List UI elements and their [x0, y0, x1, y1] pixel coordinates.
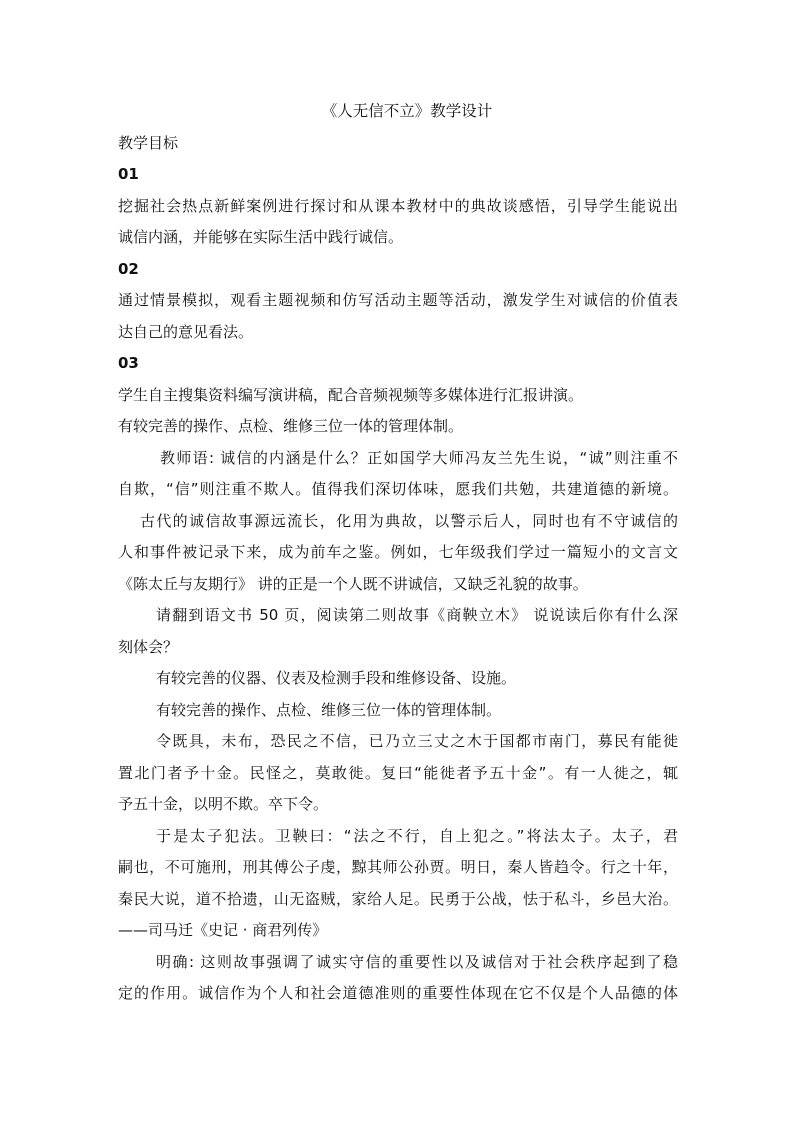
quote-line: 于是太子犯法。卫鞅曰：“法之不行，自上犯之。”将法太子。太子，君: [156, 826, 678, 845]
objective-text-line: 学生自主搜集资料编写演讲稿，配合音频视频等多媒体进行汇报讲演。: [118, 385, 584, 404]
paragraph-line: 刻体会？: [118, 637, 179, 656]
paragraph-line: 有较完善的操作、点检、维修三位一体的管理体制。: [156, 700, 502, 719]
paragraph-line: 有较完善的仪器、仪表及检测手段和维修设备、设施。: [156, 669, 517, 687]
objective-text-line: 通过情景模拟，观看主题视频和仿写活动主题等活动，激发学生对诚信的价值表: [118, 291, 678, 309]
objective-text-line: 有较完善的操作、点检、维修三位一体的管理体制。: [118, 417, 464, 435]
quote-line: 嗣也，不可施刑，刑其傅公子虔，黥其师公孙贾。明日，秦人皆趋令。行之十年，: [118, 858, 678, 876]
paragraph-line: 古代的诚信故事源远流长，化用为典故，以警示后人，同时也有不守诚信的: [140, 511, 678, 530]
paragraph-line: 人和事件被记录下来，成为前车之鉴。例如，七年级我们学过一篇短小的文言文: [118, 543, 678, 561]
objective-number: 02: [118, 259, 139, 278]
paragraph-line: 教师语: 诚信的内涵是什么？正如国学大师冯友兰先生说，“诚”则注重不: [160, 448, 678, 467]
document-title: 《人无信不立》教学设计: [321, 102, 493, 120]
quote-line: 置北门者予十金。民怪之，莫敢徙。复曰“能徙者予五十金”。有一人徙之，辄: [118, 763, 678, 782]
quote-line: 予五十金，以明不欺。卒下令。: [118, 795, 329, 813]
objective-text-line: 诚信内涵，并能够在实际生活中践行诚信。: [118, 228, 404, 246]
quote-line: 秦民大说，道不拾遗，山无盗贼，家给人足。民勇于公战，怯于私斗，乡邑大治。: [118, 889, 678, 908]
quote-source: ——司马迁《史记 · 商君列传》: [118, 921, 328, 939]
paragraph-line: 自欺，“信”则注重不欺人。值得我们深切体味，愿我们共勉，共建道德的新境。: [118, 480, 678, 498]
quote-line: 令既具，未布，恐民之不信，已乃立三丈之木于国都市南门，募民有能徙: [156, 732, 678, 750]
paragraph-line: 请翻到语文书 50 页，阅读第二则故事《商鞅立木》 说说读后你有什么深: [156, 606, 678, 624]
section-heading: 教学目标: [118, 133, 179, 152]
objective-text-line: 挖掘社会热点新鲜案例进行探讨和从课本教材中的典故谈感悟，引导学生能说出: [118, 196, 678, 215]
paragraph-line: 《陈太丘与友期行》 讲的正是一个人既不讲诚信，又缺乏礼貌的故事。: [118, 574, 588, 593]
paragraph-line: 明确: 这则故事强调了诚实守信的重要性以及诚信对于社会秩序起到了稳: [156, 952, 678, 971]
objective-text-line: 达自己的意见看法。: [118, 322, 254, 341]
document-page: [118, 96, 678, 1010]
paragraph-line: 定的作用。诚信作为个人和社会道德准则的重要性体现在它不仅是个人品德的体: [118, 984, 678, 1002]
objective-number: 03: [118, 354, 139, 372]
objective-number: 01: [118, 165, 139, 183]
